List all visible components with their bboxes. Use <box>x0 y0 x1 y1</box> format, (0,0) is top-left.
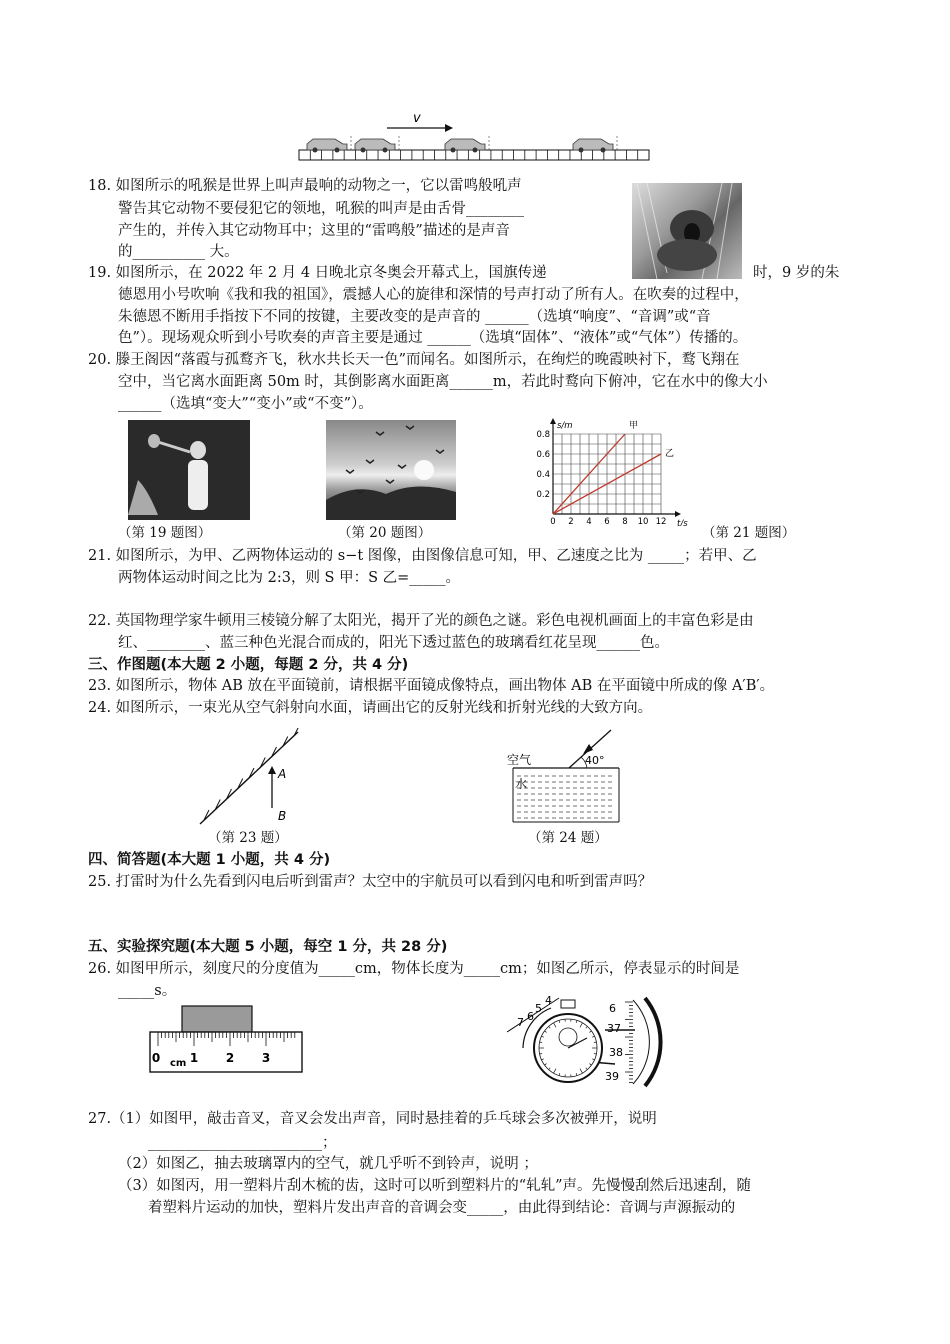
y-tick-label: 0.6 <box>536 450 550 460</box>
angle-label: 40° <box>585 754 605 767</box>
air-label: 空气 <box>507 753 532 767</box>
velocity-label: v <box>413 111 421 126</box>
q19-line3: 朱德恩不断用手指按下不同的按键，主要改变的是声音的 ______（选填“响度”、“音调”或“音 <box>118 309 711 325</box>
track <box>299 136 649 160</box>
x-axis-label: t/s <box>677 519 688 526</box>
car-1 <box>307 136 351 153</box>
birds-sunset-photo <box>326 420 456 520</box>
q19-line1a: 19. 如图所示，在 2022 年 2 月 4 日晚北京冬奥会开幕式上，国旗传递 <box>88 265 547 281</box>
fig24-water <box>505 722 625 826</box>
fig23-mirror <box>190 728 310 828</box>
q20-line3: ______（选填“变大”“变小”或“不变”）。 <box>118 396 373 412</box>
x-axis-arrow <box>675 511 681 517</box>
x-tick-label: 2 <box>568 517 574 526</box>
caption-fig19: （第 19 题图） <box>118 525 212 541</box>
q25-text: 25. 打雷时为什么先看到闪电后听到雷声？太空中的宇航员可以看到闪电和听到雷声吗？ <box>88 874 653 890</box>
q26-line2: _____s。 <box>118 983 177 999</box>
q27-p1a: 27.（1）如图甲，敲击音叉，音叉会发出声音，同时悬挂着的乒乓球会多次被弹开，说明 <box>88 1111 657 1127</box>
q24-text: 24. 如图所示，一束光从空气斜射向水面，请画出它的反射光线和折射光线的大致方向。 <box>88 700 653 716</box>
ruler-label: 1 <box>189 1051 199 1065</box>
q26-line1: 26. 如图甲所示，刻度尺的分度值为_____cm，物体长度为_____cm；如图乙所示，停表显示的时间是 <box>88 961 740 977</box>
minute-scale-label: 5 <box>535 1002 542 1015</box>
q18-line4: 的__________ 大。 <box>118 244 239 260</box>
q20-line2: 空中，当它离水面距离 50m 时，其倒影离水面距离______m，若此时鹜向下俯冲，它在水中的像大小 <box>118 374 768 390</box>
st-graph <box>525 418 695 526</box>
label-a: A <box>278 767 287 781</box>
second-scale-label: 37 <box>607 1022 621 1035</box>
y-tick-label: 0.2 <box>536 490 550 500</box>
section4-heading: 四、简答题(本大题 1 小题，共 4 分) <box>88 852 331 868</box>
y-tick-label: 0.8 <box>536 430 550 440</box>
section3-heading: 三、作图题(本大题 2 小题，每题 2 分，共 4 分) <box>88 657 409 673</box>
q23-text: 23. 如图所示，物体 AB 放在平面镜前，请根据平面镜成像特点，画出物体 AB 在平面镜中所成的像 A′B′。 <box>88 678 775 694</box>
caption-fig23: （第 23 题） <box>208 830 288 846</box>
q20-line1: 20. 滕王阁因“落霞与孤鹜齐飞，秋水共长天一色”而闻名。如图所示，在绚烂的晚霞映衬下，鹜飞翔在 <box>88 352 740 368</box>
q21-line1: 21. 如图所示，为甲、乙两物体运动的 s−t 图像，由图像信息可知，甲、乙速度之比为 _____；若甲、乙 <box>88 548 757 564</box>
q18-line2: 警告其它动物不要侵犯它的领地，吼猴的叫声是由舌骨________ <box>118 201 524 217</box>
q21-line2: 两物体运动时间之比为 2:3，则 S 甲：S 乙=_____。 <box>118 570 461 586</box>
x-tick-label: 4 <box>586 517 592 526</box>
second-scale-label: 39 <box>605 1070 619 1083</box>
ruler-figure <box>148 1004 308 1076</box>
x-tick-label: 6 <box>604 517 610 526</box>
ruler-label: 2 <box>225 1051 235 1065</box>
caption-fig24: （第 24 题） <box>528 830 608 846</box>
water-label: 水 <box>515 777 528 791</box>
q19-line2: 德恩用小号吹响《我和我的祖国》，震撼人心的旋律和深情的号声打动了所有人。在吹奏的过程中， <box>118 287 749 303</box>
minute-scale-label: 6 <box>527 1010 534 1023</box>
section5-heading: 五、实验探究题(本大题 5 小题，每空 1 分，共 28 分) <box>88 939 448 955</box>
second-scale-label: 38 <box>609 1046 623 1059</box>
series-label-1: 甲 <box>629 421 639 431</box>
caption-fig21: （第 21 题图） <box>702 525 796 541</box>
car-4 <box>573 136 617 153</box>
q19-line1b: 时，9 岁的朱 <box>753 265 840 281</box>
ruler-unit: cm <box>170 1058 187 1069</box>
x-tick-label: 0 <box>550 517 556 526</box>
x-tick-label: 10 <box>637 517 649 526</box>
second-scale-label: 6 <box>609 1002 616 1015</box>
y-tick-label: 0.4 <box>536 470 550 480</box>
caption-fig20: （第 20 题图） <box>338 525 432 541</box>
stopwatch-figure <box>505 990 665 1090</box>
howler-monkey-photo <box>632 183 742 279</box>
q27-p3b: 着塑料片运动的加快，塑料片发出声音的音调会变_____，由此得到结论：音调与声源振动的 <box>148 1200 736 1216</box>
q27-p2: （2）如图乙，抽去玻璃罩内的空气，就几乎听不到铃声，说明 ； <box>118 1156 538 1172</box>
label-b: B <box>278 809 287 823</box>
minute-scale-label: 7 <box>517 1016 524 1029</box>
x-tick-label: 8 <box>622 517 628 526</box>
q27-p3a: （3）如图丙，用一塑料片刮木梳的齿，这时可以听到塑料片的“轧轧”声。先慢慢刮然后迅速刮，随 <box>118 1178 752 1194</box>
q22-line2: 红、________、蓝三种色光混合而成的，阳光下透过蓝色的玻璃看红花呈现______色。 <box>118 635 669 651</box>
car-2 <box>355 136 399 153</box>
trumpet-player-photo <box>128 420 250 520</box>
y-axis-label: s/m <box>557 421 573 431</box>
measured-block <box>182 1006 252 1032</box>
q22-line1: 22. 英国物理学家牛顿用三棱镜分解了太阳光，揭开了光的颜色之谜。彩色电视机画面上的丰富色彩是由 <box>88 613 754 629</box>
x-tick-label: 12 <box>655 517 667 526</box>
y-axis-arrow <box>550 418 556 424</box>
car-3 <box>445 136 489 153</box>
q27-p1b: ________________________； <box>148 1135 337 1151</box>
q19-line4: 色”）。现场观众听到小号吹奏的声音主要是通过 ______（选填“固体”、“液体”或“气体”）传播的。 <box>118 330 748 346</box>
ruler-label: 0 <box>151 1051 161 1065</box>
minute-scale-label: 4 <box>545 994 552 1007</box>
series-label-2: 乙 <box>665 449 675 459</box>
q18-line3: 产生的，并传入其它动物耳中；这里的“雷鸣般”描述的是声音 <box>118 223 510 239</box>
q18-line1: 18. 如图所示的吼猴是世界上叫声最响的动物之一，它以雷鸣般吼声 <box>88 178 522 194</box>
ruler-label: 3 <box>261 1051 271 1065</box>
cars-track-figure <box>295 108 655 168</box>
chart-grid <box>553 434 661 514</box>
